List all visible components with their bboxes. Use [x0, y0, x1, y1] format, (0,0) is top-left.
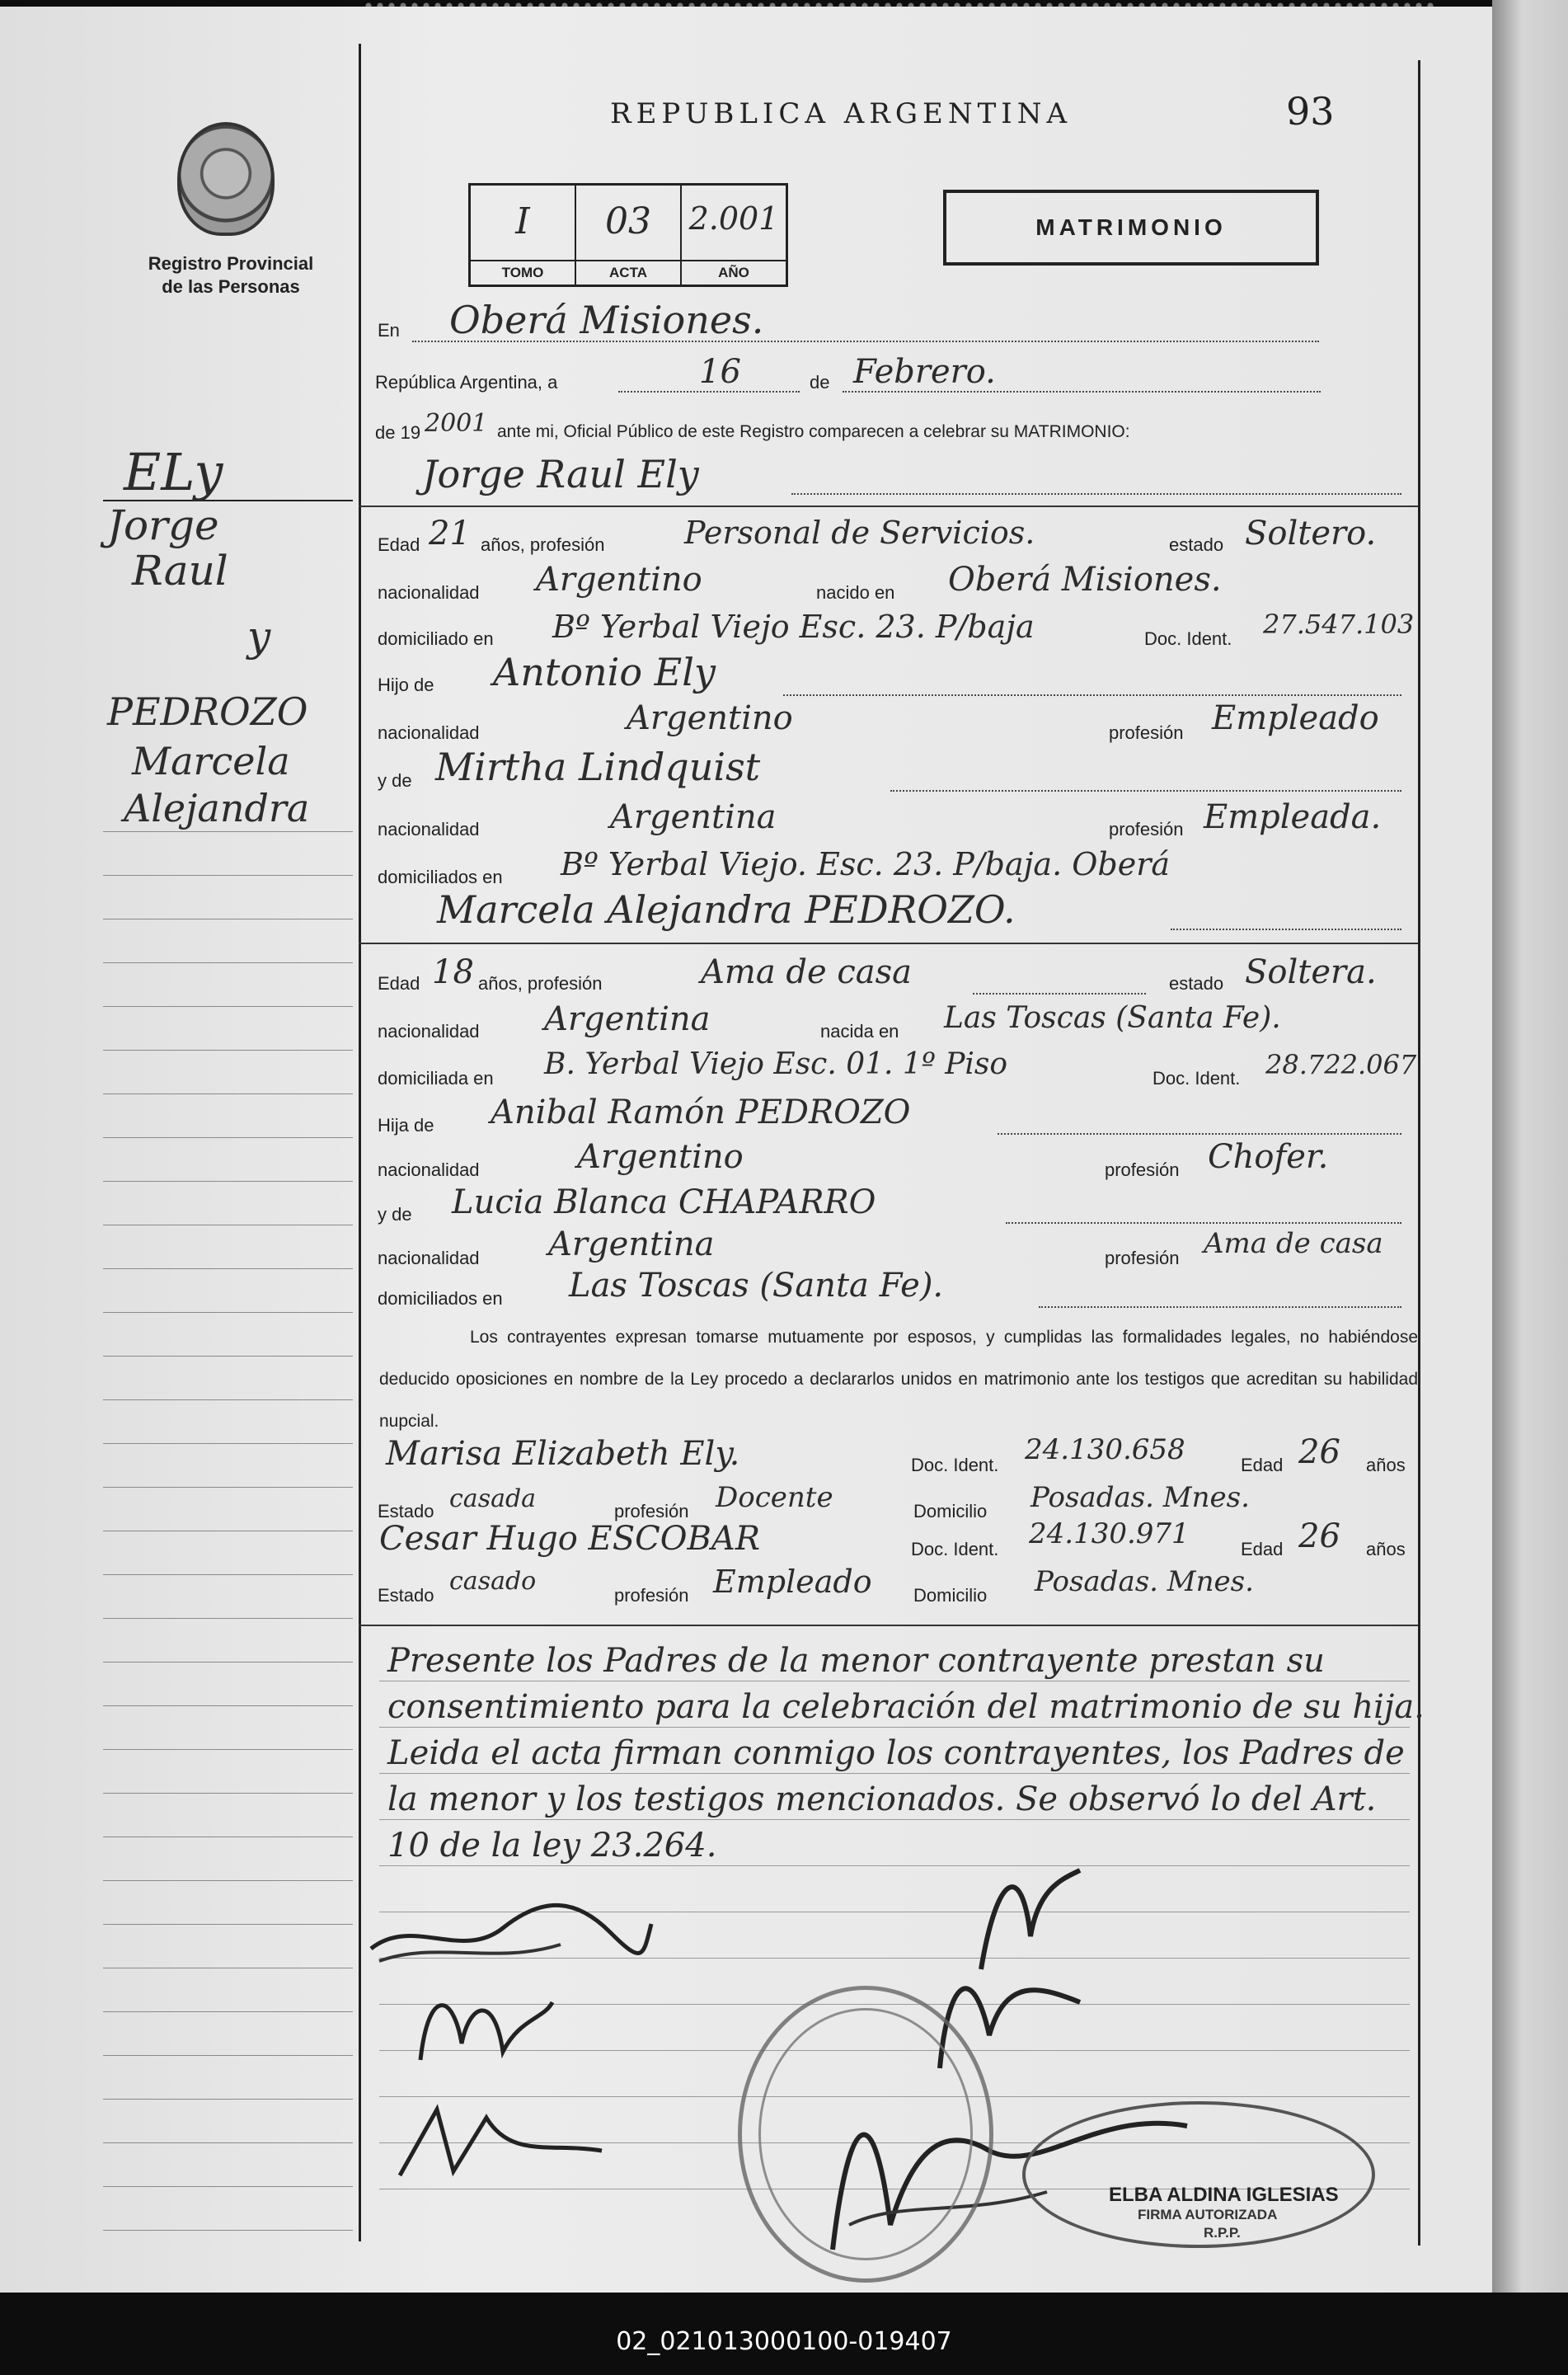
witness-2-doc-label: Doc. Ident. [911, 1539, 999, 1559]
official-round-stamp [738, 1986, 993, 2283]
republica-date-label: República Argentina, a [375, 372, 558, 393]
dotted-line [1006, 1222, 1401, 1224]
witness-2-prof-label: profesión [614, 1585, 689, 1606]
yde-label: y de [378, 1204, 412, 1225]
groom-profesion-label: años, profesión [481, 534, 605, 555]
bride-nacida-label: nacida en [820, 1021, 899, 1042]
day-value: 16 [699, 353, 741, 391]
formula-text: Los contrayentes expresan tomarse mutuamente por esposos, y cumplidas las formalidades legales, no habiéndose deducido oposiciones en nombre de la Ley procedo a declararlos unidos en matrimonio ante los testigos que acreditan su habilidad nupcial. [379, 1328, 1418, 1431]
witness-2-dom-label: Domicilio [913, 1585, 988, 1606]
image-id-caption: 02_021013000100-019407 [616, 2327, 952, 2356]
groom-mother: Mirtha Lindquist [435, 745, 761, 789]
margin-rule [103, 1749, 353, 1750]
month-value: Febrero. [853, 353, 996, 391]
bride-doc-label: Doc. Ident. [1153, 1068, 1241, 1089]
margin-rule [103, 1705, 353, 1706]
margin-bride-second: Alejandra [124, 786, 310, 830]
signature-left-1 [363, 1883, 660, 1973]
witness-1-dom: Posadas. Mnes. [1030, 1481, 1250, 1514]
bride-nac-label: nacionalidad [378, 1021, 480, 1042]
witness-1-estado: casada [449, 1484, 537, 1513]
witness-2-estado: casado [449, 1567, 537, 1596]
dotted-line [843, 391, 1321, 393]
groom-nac-label: nacionalidad [378, 582, 480, 603]
witness-1-edad-label: Edad [1241, 1455, 1284, 1475]
witness-2-dom: Posadas. Mnes. [1035, 1565, 1254, 1598]
dotted-line [618, 391, 800, 393]
groom-doc-label: Doc. Ident. [1144, 628, 1232, 649]
dotted-line [791, 493, 1401, 495]
groom-estado-label: estado [1169, 534, 1224, 555]
margin-surname: ELy [124, 442, 223, 502]
witness-2-anos-label: años [1366, 1539, 1406, 1559]
year-prefix-label: de 19 [375, 422, 421, 443]
margin-rule [103, 1268, 353, 1269]
margin-rule [103, 1399, 353, 1400]
margin-rule [103, 1050, 353, 1051]
groom-mother-nac-label: nacionalidad [378, 819, 480, 839]
book-edge [1492, 0, 1568, 2293]
witness-2-edad-label: Edad [1241, 1539, 1284, 1559]
hijo-label: Hijo de [378, 675, 434, 695]
section-divider [359, 506, 1418, 507]
dotted-line [890, 790, 1401, 792]
bride-full-name: Marcela Alejandra PEDROZO. [437, 887, 1016, 932]
ano-label: AÑO [682, 260, 786, 285]
witness-1-prof-label: profesión [614, 1501, 689, 1521]
margin-rule [103, 1181, 353, 1182]
bride-estado-label: estado [1169, 973, 1224, 994]
record-reference-box [468, 183, 788, 287]
margin-rule [103, 1880, 353, 1881]
margin-rule [103, 1443, 353, 1444]
margin-rule [103, 2011, 353, 2012]
groom-domicilio: Bº Yerbal Viejo Esc. 23. P/baja [552, 609, 1035, 645]
yde-label: y de [378, 770, 412, 791]
groom-estado: Soltero. [1245, 515, 1377, 553]
margin-rule [103, 1487, 353, 1488]
signature-left-3 [387, 2093, 618, 2192]
margin-rule [103, 1006, 353, 1007]
margin-rule [103, 1618, 353, 1619]
official-title: FIRMA AUTORIZADA [1138, 2207, 1278, 2222]
registry-name [124, 252, 338, 299]
right-border [1418, 60, 1420, 2246]
witness-2-name: Cesar Hugo ESCOBAR [379, 1520, 760, 1558]
witness-1-name: Marisa Elizabeth Ely. [386, 1435, 740, 1473]
tomo-value: I [515, 200, 530, 242]
groom-full-name: Jorge Raul Ely [422, 452, 699, 496]
dotted-line [973, 993, 1146, 995]
republica-heading: REPUBLICA ARGENTINA [610, 97, 1073, 130]
de-label: de [810, 372, 830, 393]
witness-1-estado-label: Estado [378, 1501, 434, 1521]
margin-rule [103, 1137, 353, 1138]
groom-parents-dom-label: domiciliados en [378, 867, 503, 887]
acta-label: ACTA [576, 260, 680, 285]
margin-rule [103, 2142, 353, 2143]
bride-father-prof: Chofer. [1208, 1138, 1329, 1176]
bride-profesion-label: años, profesión [478, 973, 603, 994]
margin-rule [103, 2230, 353, 2231]
dotted-line [1039, 1306, 1401, 1308]
observations-text: Presente los Padres de la menor contrayente prestan su consentimiento para la celebración del matrimonio de su hija. Leida el acta firman conmigo los contrayentes, los Padres de la menor y los testigos mencionados. Se observó lo del Art. 10 de la ley 23.264. [387, 1642, 1425, 1865]
ano-cell [682, 186, 786, 285]
witness-1-doc-label: Doc. Ident. [911, 1455, 999, 1475]
official-name: ELBA ALDINA IGLESIAS [1109, 2184, 1339, 2206]
groom-father-nac: Argentino [627, 699, 793, 737]
provincial-seal-icon [177, 122, 275, 236]
margin-groom-second: Raul [132, 547, 228, 595]
margin-rule [103, 1356, 353, 1357]
groom-father: Antonio Ely [493, 650, 716, 694]
witness-2-edad: 26 [1298, 1517, 1340, 1555]
signature-left-2 [404, 1969, 569, 2076]
bride-mother-nac-label: nacionalidad [378, 1248, 480, 1268]
groom-edad: 21 [429, 515, 471, 553]
bride-nacionalidad: Argentina [544, 1000, 711, 1038]
margin-rule [103, 1924, 353, 1925]
margin-rule [103, 962, 353, 963]
margin-bride-surname: PEDROZO [107, 689, 308, 734]
ano-value: 2.001 [688, 200, 779, 237]
year-value: 2001 [425, 409, 488, 438]
bride-mother: Lucia Blanca CHAPARRO [452, 1183, 876, 1221]
bride-dom-label: domiciliada en [378, 1068, 494, 1089]
groom-nacido-label: nacido en [816, 582, 895, 603]
groom-mother-nac: Argentina [610, 798, 777, 836]
margin-rule [103, 1574, 353, 1575]
margin-rule [103, 831, 353, 832]
page-number: 93 [1286, 89, 1335, 134]
groom-dom-label: domiciliado en [378, 628, 494, 649]
bride-edad-label: Edad [378, 973, 420, 994]
bride-father-nac: Argentino [577, 1138, 744, 1176]
bride-father-nac-label: nacionalidad [378, 1159, 480, 1180]
section-divider [359, 943, 1418, 944]
margin-rule [103, 2055, 353, 2056]
groom-father-prof-label: profesión [1109, 722, 1184, 743]
groom-edad-label: Edad [378, 534, 420, 555]
margin-rule [103, 2099, 353, 2100]
margin-rule [103, 1093, 353, 1094]
groom-nacido: Oberá Misiones. [948, 561, 1222, 599]
intro-text: ante mi, Oficial Público de este Registro comparecen a celebrar su MATRIMONIO: [497, 422, 1130, 441]
dotted-line [998, 1133, 1401, 1135]
witness-1-prof: Docente [716, 1481, 833, 1514]
official-org: R.P.P. [1204, 2225, 1241, 2241]
hija-label: Hija de [378, 1115, 434, 1136]
witness-1-anos-label: años [1366, 1455, 1406, 1475]
margin-groom-first: Jorge [107, 501, 219, 549]
bride-edad: 18 [432, 953, 474, 991]
dotted-line [783, 694, 1401, 696]
en-label: En [378, 320, 400, 341]
registry-line-2: de las Personas [162, 276, 300, 297]
bride-mother-prof-label: profesión [1105, 1248, 1180, 1268]
bride-doc: 28.722.067 [1265, 1049, 1417, 1080]
bride-mother-nac: Argentina [548, 1225, 715, 1263]
margin-divider [359, 44, 361, 2241]
tomo-label: TOMO [471, 260, 575, 285]
bride-nacida: Las Toscas (Santa Fe). [944, 1001, 1281, 1035]
groom-mother-prof: Empleada. [1204, 798, 1382, 836]
margin-connector: y [247, 613, 271, 661]
witness-2-doc: 24.130.971 [1029, 1517, 1190, 1550]
groom-nacionalidad: Argentino [536, 561, 702, 599]
bride-father: Anibal Ramón PEDROZO [491, 1093, 911, 1131]
groom-father-prof: Empleado [1212, 699, 1379, 737]
official-oval-stamp [1022, 2101, 1375, 2248]
bride-domicilio: B. Yerbal Viejo Esc. 01. 1º Piso [544, 1047, 1008, 1081]
bride-mother-prof: Ama de casa [1204, 1227, 1383, 1260]
groom-profesion: Personal de Servicios. [684, 515, 1035, 551]
act-type-box: MATRIMONIO [943, 190, 1319, 266]
registry-line-1: Registro Provincial [148, 253, 314, 274]
groom-parents-domicilio: Bº Yerbal Viejo. Esc. 23. P/baja. Oberá [561, 846, 1171, 882]
witness-2-prof: Empleado [713, 1564, 872, 1600]
bride-estado: Soltera. [1245, 953, 1377, 991]
bride-profesion: Ama de casa [701, 953, 912, 991]
witness-1-doc: 24.130.658 [1025, 1433, 1185, 1466]
acta-cell [576, 186, 682, 285]
acta-value: 03 [605, 200, 651, 242]
margin-rule [103, 875, 353, 876]
margin-rule [103, 2186, 353, 2187]
witness-1-dom-label: Domicilio [913, 1501, 988, 1521]
witness-2-estado-label: Estado [378, 1585, 434, 1606]
marriage-form [0, 7, 1492, 2293]
bride-parents-dom-label: domiciliados en [378, 1288, 503, 1309]
groom-father-nac-label: nacionalidad [378, 722, 480, 743]
margin-rule [103, 1312, 353, 1313]
dotted-line [1171, 929, 1401, 930]
witness-1-edad: 26 [1298, 1433, 1340, 1471]
section-divider [359, 1625, 1418, 1626]
margin-rule [103, 1793, 353, 1794]
groom-doc: 27.547.103 [1263, 609, 1415, 640]
tomo-cell [471, 186, 576, 285]
groom-mother-prof-label: profesión [1109, 819, 1184, 839]
margin-bride-first: Marcela [132, 739, 290, 783]
bride-parents-domicilio: Las Toscas (Santa Fe). [569, 1267, 944, 1305]
bride-father-prof-label: profesión [1105, 1159, 1180, 1180]
place-value: Oberá Misiones. [449, 298, 764, 342]
